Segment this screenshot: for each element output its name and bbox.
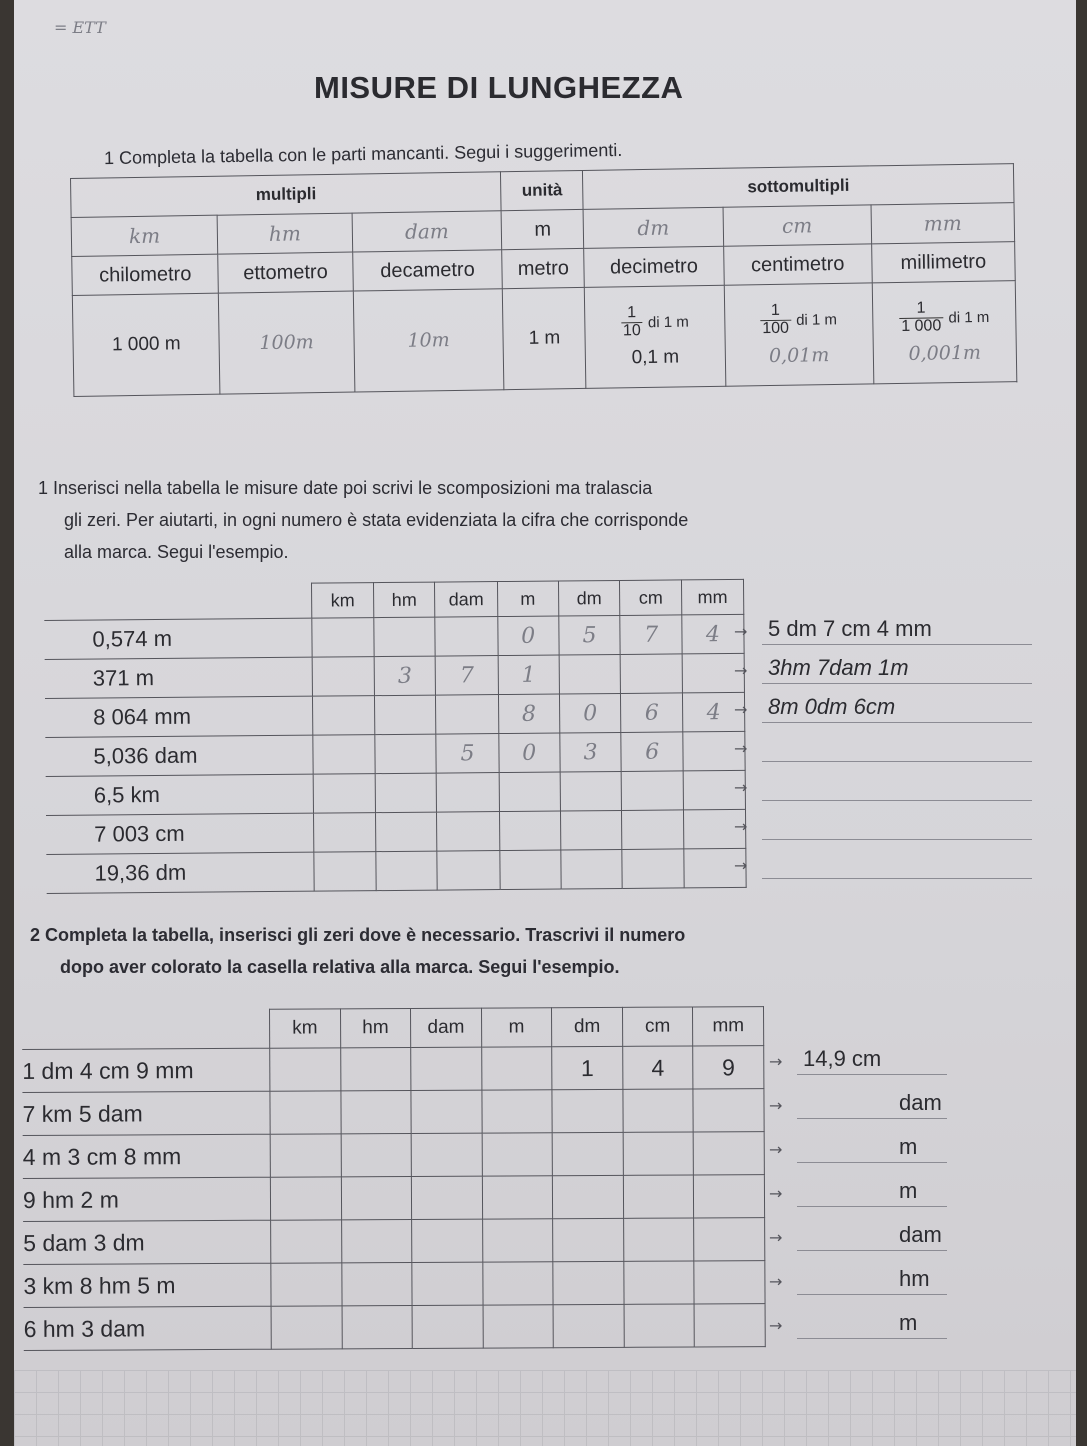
header-dm: dm	[552, 1007, 623, 1046]
header-hm: hm	[373, 582, 435, 618]
digit-cell-dm[interactable]	[560, 810, 622, 850]
digit-cell-dm[interactable]	[560, 771, 622, 811]
fraction-suffix: di 1 m	[796, 310, 838, 329]
measure-label: 3 km 8 hm 5 m	[23, 1263, 271, 1307]
measure-label: 5 dam 3 dm	[23, 1220, 271, 1264]
fraction: $\frac{1}{1 000}$	[899, 300, 944, 335]
table-row	[45, 653, 745, 698]
value-cm	[724, 283, 874, 386]
digit-cell-m[interactable]	[482, 1219, 553, 1262]
measure-label: 0,574 m	[44, 618, 312, 659]
symbol-cell[interactable]: hm	[217, 213, 352, 254]
digit-cell-dm[interactable]	[553, 1218, 624, 1261]
value-hm[interactable]: 100m	[219, 291, 355, 394]
digit-cell-m[interactable]: 1	[498, 655, 559, 695]
digit-cell-mm[interactable]: 9	[693, 1046, 764, 1089]
value-dm	[585, 285, 726, 388]
fraction-suffix: di 1 m	[647, 313, 689, 331]
digit-cell-cm[interactable]: 6	[621, 732, 683, 772]
fraction-suffix: di 1 m	[948, 308, 990, 327]
digit-cell-m[interactable]	[481, 1047, 552, 1090]
digit-cell-km[interactable]	[270, 1048, 341, 1091]
name-cell: millimetro	[871, 242, 1015, 283]
digit-cell-hm[interactable]	[376, 851, 438, 891]
digit-cell-dam[interactable]	[412, 1305, 483, 1348]
digit-cell-cm[interactable]	[623, 1218, 694, 1261]
name-cell: metro	[502, 248, 584, 288]
answer-text: hm	[899, 1266, 930, 1291]
symbol-cell: m	[502, 209, 584, 249]
digit-cell-dm[interactable]	[552, 1132, 623, 1175]
digit-cell-mm[interactable]	[694, 1261, 765, 1304]
digit-cell-dm[interactable]	[559, 654, 621, 694]
digit-cell-m[interactable]	[499, 811, 560, 851]
digit-cell-dam[interactable]	[412, 1219, 483, 1262]
digit-cell-dm[interactable]	[553, 1175, 624, 1218]
values-row	[72, 281, 1016, 397]
answer-text: 8m 0dm 6cm	[768, 694, 896, 719]
arrow-icon: →	[769, 1272, 783, 1291]
arrow-icon: →	[734, 817, 748, 836]
corner	[44, 583, 312, 620]
group-sottomultipli: sottomultipli	[583, 164, 1014, 210]
digit-cell-m[interactable]	[499, 772, 560, 812]
symbol-cell[interactable]: dm	[583, 207, 723, 248]
table-row	[45, 731, 745, 776]
digit-cell-m[interactable]	[483, 1305, 554, 1348]
digit-cell-m[interactable]: 0	[498, 616, 559, 656]
answer-line[interactable]	[762, 722, 1032, 723]
digit-cell-mm[interactable]: 4	[682, 614, 744, 654]
name-cell: ettometro	[218, 252, 353, 293]
digit-cell-dm[interactable]: 5	[559, 615, 621, 655]
arrow-icon: →	[734, 739, 748, 758]
header-m: m	[497, 581, 558, 617]
answer-line[interactable]	[797, 1118, 947, 1119]
digit-cell-dam[interactable]	[437, 773, 500, 813]
value-dam[interactable]: 10m	[353, 289, 504, 392]
exercise2-instruction-line3: alla marca. Segui l'esempio.	[64, 542, 289, 562]
digit-cell-hm[interactable]	[375, 773, 437, 813]
digit-cell-m[interactable]	[500, 850, 561, 890]
digit-cell-mm[interactable]	[693, 1089, 764, 1132]
digit-cell-m[interactable]	[483, 1262, 554, 1305]
measure-label: 6,5 km	[46, 774, 314, 815]
group-unita: unità	[501, 170, 583, 210]
digit-cell-km[interactable]	[271, 1263, 342, 1306]
answer-line[interactable]	[797, 1338, 947, 1339]
digit-cell-hm[interactable]	[341, 1133, 412, 1176]
answer-text: dam	[899, 1222, 942, 1247]
digit-cell-dam[interactable]	[412, 1176, 483, 1219]
table-row	[45, 692, 745, 737]
digit-cell-dam[interactable]: 7	[436, 656, 499, 696]
answer-line[interactable]	[762, 761, 1032, 762]
digit-cell-dam[interactable]	[436, 695, 499, 735]
answer-line[interactable]	[762, 839, 1032, 840]
grid-paper	[14, 1370, 1076, 1446]
arrow-icon: →	[769, 1096, 783, 1115]
answer-text: 14,9 cm	[803, 1046, 882, 1071]
arrow-icon: →	[734, 856, 748, 875]
name-cell: centimetro	[723, 244, 872, 285]
table-row	[24, 1304, 766, 1351]
decimal-value[interactable]: 0,01m	[768, 344, 830, 368]
digit-cell-km[interactable]	[314, 852, 376, 892]
name-cell: decimetro	[584, 246, 724, 287]
digit-cell-m[interactable]	[482, 1176, 553, 1219]
answer-text: 3hm 7dam 1m	[768, 655, 909, 680]
digit-cell-cm[interactable]: 6	[621, 693, 683, 733]
table-row	[23, 1132, 765, 1179]
header-km: km	[312, 583, 374, 619]
digit-cell-cm[interactable]: 7	[620, 615, 682, 655]
answer-line[interactable]	[797, 1206, 947, 1207]
answer-line[interactable]	[797, 1250, 947, 1251]
digit-cell-km[interactable]	[313, 696, 375, 736]
digit-cell-hm[interactable]	[341, 1219, 412, 1262]
digit-cell-hm[interactable]	[375, 812, 437, 852]
digit-cell-m[interactable]	[482, 1133, 553, 1176]
digit-cell-km[interactable]	[314, 813, 376, 853]
digit-cell-km[interactable]	[270, 1091, 341, 1134]
answer-text: dam	[899, 1090, 942, 1115]
digit-cell-hm[interactable]	[374, 617, 436, 657]
measure-label: 6 hm 3 dam	[24, 1306, 272, 1350]
digit-cell-cm[interactable]	[622, 771, 684, 811]
digit-cell-hm[interactable]	[342, 1305, 413, 1348]
answer-line[interactable]	[797, 1294, 947, 1295]
digit-cell-km[interactable]	[271, 1220, 342, 1263]
digit-cell-cm[interactable]	[624, 1304, 695, 1347]
digit-cell-dam[interactable]	[411, 1047, 482, 1090]
units-table	[70, 163, 1017, 397]
digit-cell-dam[interactable]	[437, 812, 500, 852]
table-row	[22, 1089, 764, 1136]
digit-cell-dam[interactable]: 5	[436, 734, 499, 774]
fraction: $\frac{1}{10}$	[621, 305, 643, 340]
measure-label: 19,36 dm	[46, 852, 314, 893]
digit-cell-mm[interactable]	[694, 1175, 765, 1218]
symbol-cell[interactable]: cm	[723, 205, 872, 246]
symbol-cell[interactable]: mm	[871, 203, 1015, 244]
digit-cell-dm[interactable]	[553, 1304, 624, 1347]
digit-cell-mm[interactable]	[694, 1218, 765, 1261]
answer-line[interactable]	[797, 1162, 947, 1163]
digit-cell-mm[interactable]	[694, 1132, 765, 1175]
digit-cell-dm[interactable]: 1	[552, 1046, 623, 1089]
digit-cell-dam[interactable]	[411, 1090, 482, 1133]
arrow-icon: →	[769, 1184, 783, 1203]
digit-cell-cm[interactable]	[622, 849, 684, 889]
decimal-value: 0,1 m	[631, 346, 680, 369]
header-mm: mm	[681, 579, 743, 615]
scribble: = ETT	[54, 18, 106, 37]
answer-text: 5 dm 7 cm 4 mm	[768, 616, 932, 641]
answer-line[interactable]	[797, 1074, 947, 1075]
table-row	[23, 1261, 765, 1308]
digit-cell-hm[interactable]	[340, 1047, 411, 1090]
digit-cell-hm[interactable]	[374, 695, 436, 735]
digit-cell-m[interactable]	[482, 1090, 553, 1133]
measure-label: 1 dm 4 cm 9 mm	[22, 1048, 270, 1092]
digit-cell-cm[interactable]: 4	[623, 1046, 694, 1089]
arrow-icon: →	[734, 778, 748, 797]
header-cm: cm	[622, 1007, 693, 1046]
header-km: km	[269, 1009, 340, 1048]
digit-cell-mm[interactable]: 4	[682, 692, 744, 732]
digit-cell-km[interactable]	[270, 1134, 341, 1177]
digit-cell-dam[interactable]	[437, 851, 500, 891]
arrow-icon: →	[769, 1228, 783, 1247]
table-row	[44, 614, 744, 659]
answer-text: m	[899, 1310, 918, 1335]
digit-cell-km[interactable]	[312, 618, 374, 658]
fraction: $\frac{1}{100}$	[760, 302, 791, 337]
answer-line[interactable]	[762, 800, 1032, 801]
measure-label: 5,036 dam	[45, 735, 313, 776]
table-row	[22, 1046, 764, 1093]
value-mm	[872, 281, 1017, 384]
digit-cell-dm[interactable]: 0	[559, 693, 621, 733]
page-title: MISURE DI LUNGHEZZA	[314, 70, 684, 105]
arrow-icon: →	[734, 700, 748, 719]
answer-line[interactable]	[762, 644, 1032, 645]
digit-cell-cm[interactable]	[622, 810, 684, 850]
measure-label: 4 m 3 cm 8 mm	[23, 1134, 271, 1178]
header-m: m	[481, 1008, 552, 1047]
digit-cell-m[interactable]: 8	[498, 694, 559, 734]
header-row	[22, 1007, 764, 1050]
digit-cell-hm[interactable]: 3	[374, 656, 436, 696]
table-row	[23, 1218, 765, 1265]
digit-cell-km[interactable]	[270, 1177, 341, 1220]
measure-label: 8 064 mm	[45, 696, 313, 737]
header-dm: dm	[558, 580, 620, 616]
digit-cell-mm[interactable]	[694, 1304, 765, 1347]
worksheet-page	[14, 0, 1076, 1446]
exercise2-instruction-line1: 1 Inserisci nella tabella le misure date poi scrivi le scomposizioni ma tralascia	[38, 478, 653, 498]
header-mm: mm	[693, 1007, 764, 1046]
digit-cell-cm[interactable]	[623, 1132, 694, 1175]
digit-cell-dam[interactable]	[435, 617, 498, 657]
answer-text: m	[899, 1134, 918, 1159]
digit-cell-hm[interactable]	[341, 1176, 412, 1219]
digit-cell-dm[interactable]	[561, 849, 623, 889]
measure-label: 371 m	[45, 657, 313, 698]
header-dam: dam	[435, 582, 498, 618]
header-dam: dam	[411, 1008, 482, 1047]
digit-cell-dam[interactable]	[411, 1133, 482, 1176]
exercise3-instruction-line1: 2 Completa la tabella, inserisci gli zeri dove è necessario. Trascrivi il numero	[30, 925, 686, 945]
header-hm: hm	[340, 1008, 411, 1047]
arrow-icon: →	[769, 1316, 783, 1335]
digit-cell-km[interactable]	[313, 774, 375, 814]
digit-cell-dam[interactable]	[412, 1262, 483, 1305]
exercise1-instruction: 1 Completa la tabella con le parti mancanti. Segui i suggerimenti.	[103, 139, 623, 169]
digit-cell-hm[interactable]	[375, 734, 437, 774]
exercise2-instruction-line2: gli zeri. Per aiutarti, in ogni numero è stata evidenziata la cifra che corrisponde	[64, 510, 689, 530]
digit-cell-cm[interactable]	[623, 1175, 694, 1218]
digit-cell-cm[interactable]	[621, 654, 683, 694]
measure-label: 7 km 5 dam	[22, 1091, 270, 1135]
name-cell: chilometro	[72, 254, 219, 295]
table-row	[46, 809, 746, 854]
measure-label: 9 hm 2 m	[23, 1177, 271, 1221]
digit-cell-dm[interactable]	[552, 1089, 623, 1132]
value-km: 1 000 m	[72, 293, 220, 396]
table-row	[46, 770, 746, 815]
digit-cell-km[interactable]	[312, 657, 374, 697]
symbol-cell[interactable]: km	[71, 215, 218, 256]
arrow-icon: →	[769, 1140, 783, 1159]
name-cell: decametro	[352, 250, 503, 291]
answer-text: m	[899, 1178, 918, 1203]
value-m: 1 m	[503, 287, 586, 389]
decimal-value[interactable]: 0,001m	[908, 342, 982, 366]
digit-cell-km[interactable]	[271, 1306, 342, 1349]
digit-cell-cm[interactable]	[623, 1089, 694, 1132]
digit-cell-km[interactable]	[313, 735, 375, 775]
digit-cell-cm[interactable]	[624, 1261, 695, 1304]
measure-label: 7 003 cm	[46, 813, 314, 854]
digit-cell-dm[interactable]	[553, 1261, 624, 1304]
decomposition-table	[44, 579, 747, 894]
arrow-icon: →	[734, 622, 748, 641]
table-row	[46, 848, 746, 893]
header-cm: cm	[620, 580, 682, 616]
table-row	[23, 1175, 765, 1222]
digit-cell-dm[interactable]: 3	[560, 732, 622, 772]
exercise3-instruction-line2: dopo aver colorato la casella relativa alla marca. Segui l'esempio.	[60, 957, 620, 977]
digit-cell-hm[interactable]	[340, 1090, 411, 1133]
group-multipli: multipli	[71, 172, 502, 218]
composition-table	[22, 1006, 766, 1351]
digit-cell-hm[interactable]	[341, 1262, 412, 1305]
answer-line[interactable]	[762, 878, 1032, 879]
digit-cell-m[interactable]: 0	[499, 733, 560, 773]
symbol-cell[interactable]: dam	[352, 211, 503, 252]
answer-line[interactable]	[762, 683, 1032, 684]
arrow-icon: →	[734, 661, 748, 680]
arrow-icon: →	[769, 1052, 783, 1071]
corner	[22, 1009, 270, 1049]
